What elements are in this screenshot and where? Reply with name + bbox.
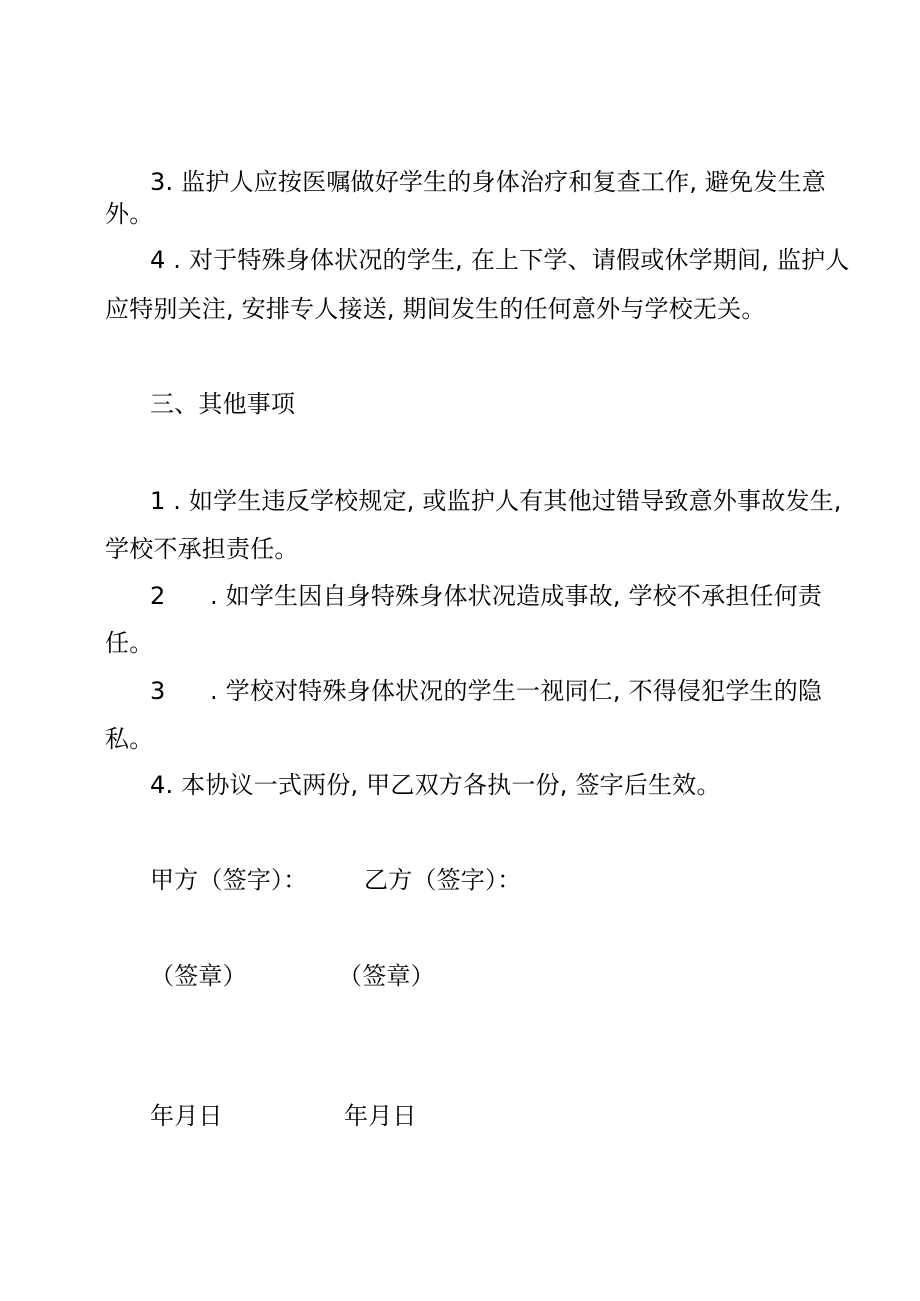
clause-3-line-1: 3. 监护人应按医嘱做好学生的身体治疗和复查工作, 避免发生意 bbox=[150, 168, 826, 196]
other-item-3-line-1: . 学校对特殊身体状况的学生一视同仁, 不得侵犯学生的隐 bbox=[210, 677, 823, 705]
section-heading-other-matters: 三、其他事项 bbox=[150, 390, 296, 418]
other-item-2-line-2: 任。 bbox=[105, 629, 154, 657]
party-b-seal-label: （签章） bbox=[338, 962, 435, 990]
clause-4-line-2: 应特别关注, 安排专人接送, 期间发生的任何意外与学校无关。 bbox=[105, 295, 766, 323]
party-a-seal-label: （签章） bbox=[150, 962, 247, 990]
clause-3-line-2: 外。 bbox=[105, 200, 154, 228]
party-b-signature-label: 乙方（签字）： bbox=[364, 866, 522, 894]
other-item-2-line-1: . 如学生因自身特殊身体状况造成事故, 学校不承担任何责 bbox=[210, 582, 823, 610]
other-item-3-line-2: 私。 bbox=[105, 725, 154, 753]
other-item-1-line-1: 1 . 如学生违反学校规定, 或监护人有其他过错导致意外事故发生, bbox=[150, 487, 842, 515]
party-b-date-label: 年月日 bbox=[344, 1102, 417, 1130]
party-a-signature-label: 甲方（签字）： bbox=[150, 866, 308, 894]
other-item-4: 4. 本协议一式两份, 甲乙双方各执一份, 签字后生效。 bbox=[150, 771, 721, 799]
party-a-date-label: 年月日 bbox=[150, 1102, 223, 1130]
other-item-3-number: 3 bbox=[150, 677, 166, 705]
clause-4-line-1: 4 . 对于特殊身体状况的学生, 在上下学、请假或休学期间, 监护人 bbox=[150, 246, 850, 274]
other-item-2-number: 2 bbox=[150, 582, 166, 610]
other-item-1-line-2: 学校不承担责任。 bbox=[105, 535, 299, 563]
